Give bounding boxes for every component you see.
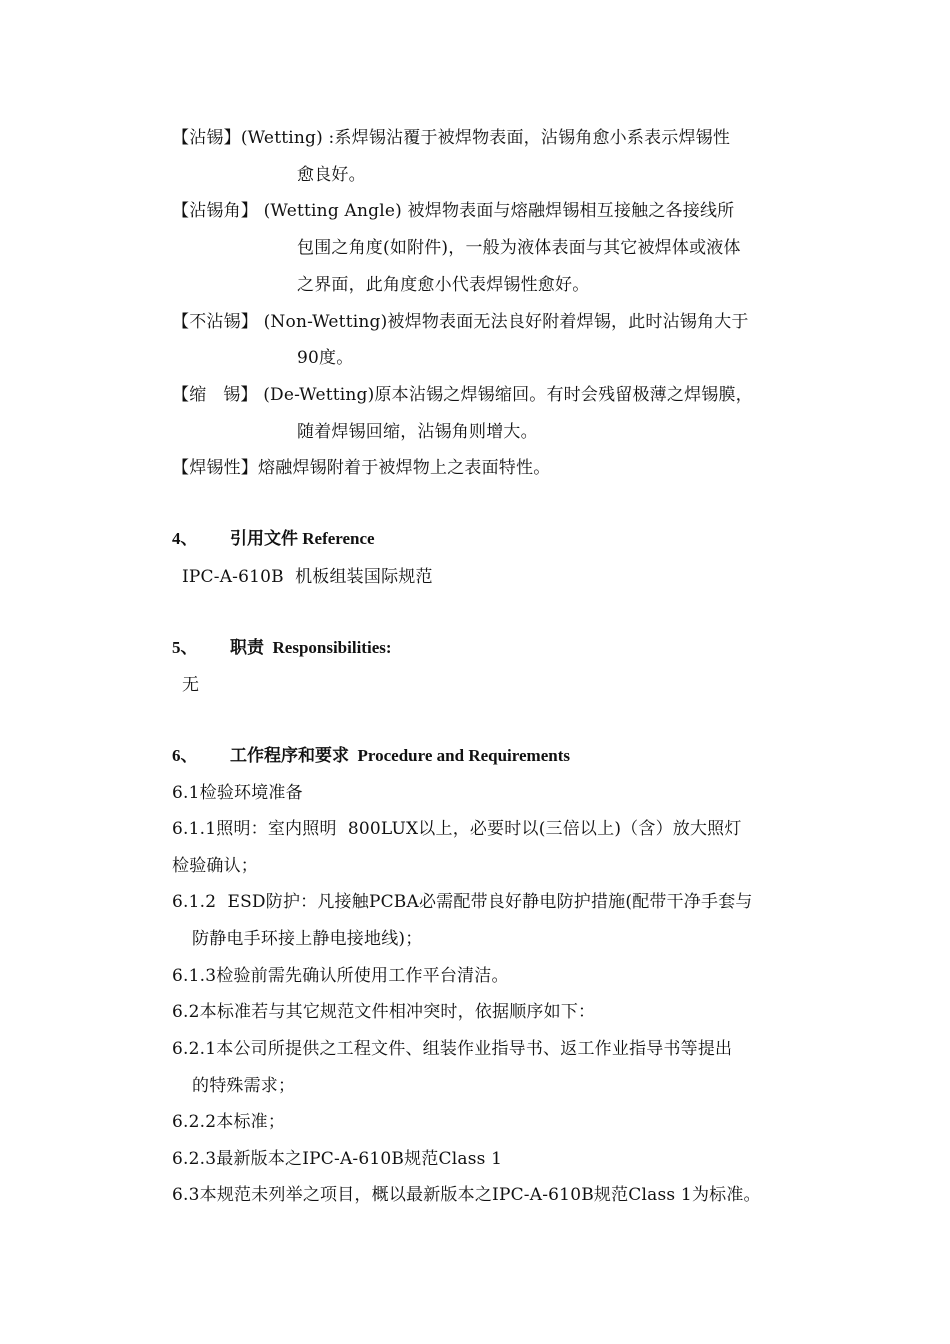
section-number: 4、	[172, 529, 198, 548]
definition-text: 熔融焊锡附着于被焊物上之表面特性。	[258, 458, 551, 478]
item-6-2-3: 6.2.3最新版本之IPC-A-610B规范Class 1	[172, 1149, 503, 1169]
section-6-heading	[172, 745, 570, 767]
section-5-body: 无	[182, 675, 200, 695]
item-6-1-1-cont: 检验确认；	[172, 856, 258, 876]
definition-non-wetting-cont: 90度。	[297, 348, 354, 368]
term-label: 【沾锡】	[172, 128, 241, 148]
definition-solderability	[172, 457, 550, 479]
item-6-2-1-cont: 的特殊需求；	[192, 1076, 296, 1096]
definition-text: (De-Wetting)原本沾锡之焊锡缩回。有时会残留极薄之焊锡膜，	[257, 385, 753, 405]
section-4-heading	[172, 528, 375, 550]
section-title: 工作程序和要求 Procedure and Requirements	[230, 746, 570, 765]
term-label: 【不沾锡】	[172, 312, 258, 332]
section-title: 引用文件 Reference	[230, 529, 375, 548]
item-6-1: 6.1检验环境准备	[172, 783, 303, 803]
section-number: 5、	[172, 638, 198, 657]
term-label: 【沾锡角】	[172, 201, 258, 221]
definition-non-wetting	[172, 311, 749, 333]
item-6-1-1: 6.1.1照明：室内照明 800LUX以上，必要时以(三倍以上)（含）放大照灯	[172, 819, 742, 839]
section-4-body: IPC-A-610B 机板组装国际规范	[182, 567, 433, 587]
definition-wetting-angle-cont-1: 包围之角度(如附件)，一般为液体表面与其它被焊体或液体	[297, 238, 741, 258]
definition-wetting	[172, 127, 730, 149]
item-6-2: 6.2本标准若与其它规范文件相冲突时，依据顺序如下：	[172, 1002, 596, 1022]
term-label: 【缩 锡】	[172, 385, 258, 405]
item-6-1-2: 6.1.2 ESD防护：凡接触PCBA必需配带良好静电防护措施(配带干净手套与	[172, 892, 753, 912]
definition-wetting-cont: 愈良好。	[297, 165, 366, 185]
definition-de-wetting-cont: 随着焊锡回缩，沾锡角则增大。	[297, 422, 538, 442]
section-5-heading	[172, 637, 392, 659]
definition-text: (Wetting Angle) 被焊物表面与熔融焊锡相互接触之各接线所	[258, 201, 735, 221]
section-title: 职责 Responsibilities:	[230, 638, 392, 657]
item-6-3: 6.3本规范未列举之项目，概以最新版本之IPC-A-610B规范Class 1为标准。	[172, 1185, 761, 1205]
definition-de-wetting	[172, 384, 753, 406]
definition-wetting-angle	[172, 200, 734, 222]
item-6-1-3: 6.1.3检验前需先确认所使用工作平台清洁。	[172, 966, 509, 986]
definition-text: (Wetting) :系焊锡沾覆于被焊物表面，沾锡角愈小系表示焊锡性	[240, 128, 731, 148]
item-6-1-2-cont: 防静电手环接上静电接地线)；	[192, 929, 423, 949]
term-label: 【焊锡性】	[172, 458, 258, 478]
definition-text: (Non-Wetting)被焊物表面无法良好附着焊锡，此时沾锡角大于	[258, 312, 749, 332]
item-6-2-2: 6.2.2本标准；	[172, 1112, 286, 1132]
definition-wetting-angle-cont-2: 之界面，此角度愈小代表焊锡性愈好。	[297, 275, 590, 295]
item-6-2-1: 6.2.1本公司所提供之工程文件、组装作业指导书、返工作业指导书等提出	[172, 1039, 733, 1059]
section-number: 6、	[172, 746, 198, 765]
